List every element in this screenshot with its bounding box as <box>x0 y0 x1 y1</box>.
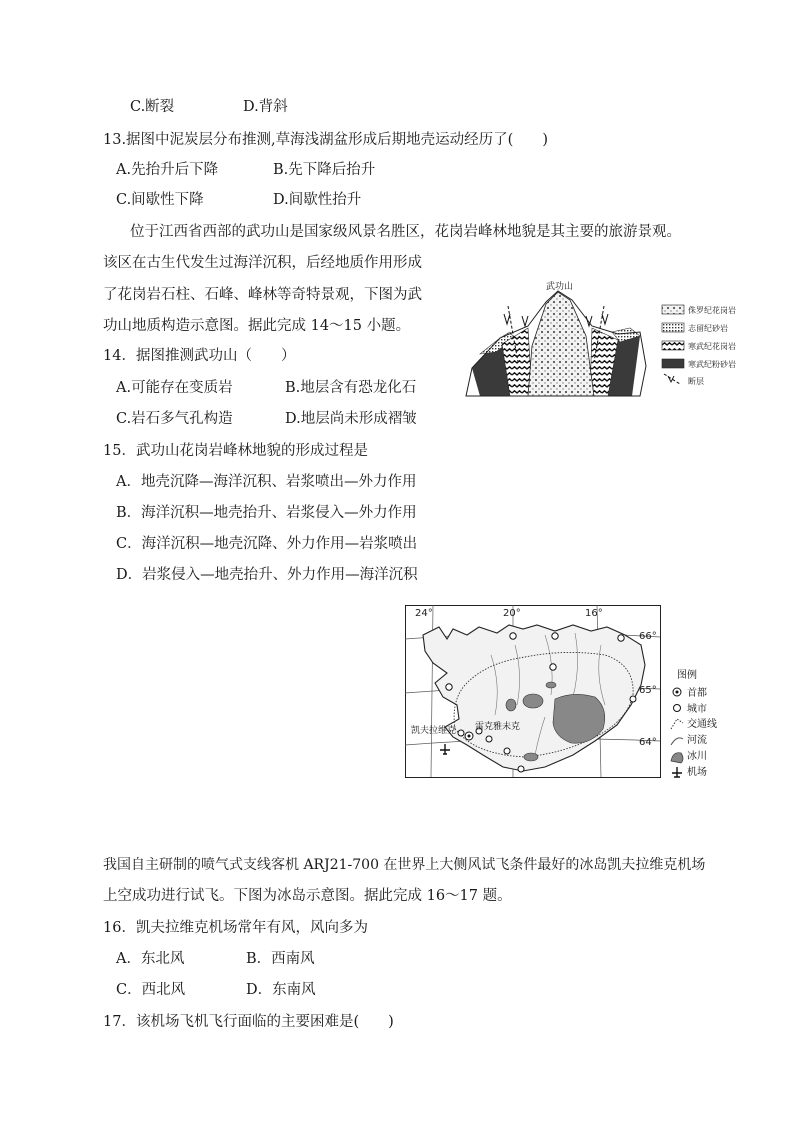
legend-label-city: 城市 <box>687 704 707 715</box>
q13-option-c: C.间歇性下降 <box>116 192 204 208</box>
legend-label-river: 河流 <box>687 735 707 746</box>
legend-label-capital: 首都 <box>687 688 707 699</box>
legend-label-cambrian-siltstone: 寒武纪粉砂岩 <box>688 360 736 369</box>
q14-option-a: A.可能存在变质岩 <box>116 380 233 396</box>
passage-wugong-line3: 了花岗岩石柱、石峰、峰林等奇特景观，下图为武 <box>103 287 422 303</box>
glacier-icon <box>671 753 683 763</box>
legend-label-jurassic-granite: 侏罗纪花岗岩 <box>688 306 736 315</box>
q16-option-a: A．东北风 <box>116 951 185 967</box>
q14-option-d: D.地层尚未形成褶皱 <box>285 411 417 427</box>
passage-wugong-line2: 该区在古生代发生过海洋沉积，后经地质作用形成 <box>103 255 422 271</box>
legend-label-fault: 断层 <box>688 377 704 386</box>
label-reykjavik: 雷克雅未克 <box>475 722 521 732</box>
q15-option-d: D．岩浆侵入—地壳抬升、外力作用—海洋沉积 <box>116 567 418 583</box>
q14-option-b: B.地层含有恐龙化石 <box>285 380 417 396</box>
q15-stem: 15．武功山花岗岩峰林地貌的形成过程是 <box>103 443 368 459</box>
q14-stem: 14．据图推测武功山（ ） <box>103 348 296 364</box>
q12-option-d: D.背斜 <box>243 99 288 115</box>
q16-option-c: C．西北风 <box>116 982 186 998</box>
q17-stem: 17．该机场飞机飞行面临的主要困难是( ) <box>103 1014 394 1030</box>
iceland-map-figure <box>405 605 725 780</box>
q13-option-d: D.间歇性抬升 <box>273 192 362 208</box>
legend-label-transport: 交通线 <box>687 719 717 730</box>
lon-label-16: 16° <box>585 608 603 619</box>
label-keflavik: 凯夫拉维克 <box>411 726 457 736</box>
granite-jurassic-icon <box>662 305 684 314</box>
passage-iceland-line2: 上空成功进行试飞。下图为冰岛示意图。据此完成 16～17 题。 <box>103 888 512 904</box>
map-legend <box>671 668 717 778</box>
legend-label-glacier: 冰川 <box>687 751 707 762</box>
q16-stem: 16．凯夫拉维克机场常年有风，风向多为 <box>103 920 368 936</box>
lat-label-64: 64° <box>639 737 657 748</box>
reykjavik-capital <box>465 732 473 740</box>
lat-label-66: 66° <box>639 631 657 642</box>
passage-wugong-line1: 位于江西省西部的武功山是国家级风景名胜区，花岗岩峰林地貌是其主要的旅游景观。 <box>130 224 681 240</box>
wugong-geology-figure <box>462 276 792 400</box>
mountain-label: 武功山 <box>546 282 574 292</box>
passage-iceland-line1: 我国自主研制的喷气式支线客机 ARJ21-700 在世界上大侧风试飞条件最好的冰岛凯夫拉维克机场 <box>103 857 706 873</box>
capital-icon <box>673 688 681 696</box>
city-icon <box>674 705 681 712</box>
q15-option-a: A．地壳沉降—海洋沉积、岩浆喷出—外力作用 <box>116 474 417 490</box>
lon-label-20: 20° <box>503 608 521 619</box>
transport-line-icon <box>671 719 683 729</box>
q13-option-a: A.先抬升后下降 <box>116 162 219 178</box>
siltstone-cambrian-icon <box>662 359 684 368</box>
river-icon <box>671 738 683 745</box>
legend-label-cambrian-granite: 寒武纪花岗岩 <box>688 342 736 351</box>
granite-peak <box>528 292 594 396</box>
q16-option-d: D．东南风 <box>246 982 316 998</box>
legend-label-airport: 机场 <box>687 767 707 778</box>
q12-option-c: C.断裂 <box>130 99 175 115</box>
q13-stem: 13.据图中泥炭层分布推测,草海浅湖盆形成后期地壳运动经历了( ) <box>103 132 548 148</box>
lat-label-65: 65° <box>639 685 657 696</box>
geology-legend <box>662 305 736 386</box>
lon-label-24: 24° <box>415 608 433 619</box>
q16-option-b: B．西南风 <box>246 951 315 967</box>
q14-option-c: C.岩石多气孔构造 <box>116 411 233 427</box>
legend-label-silurian-sandstone: 志留纪砂岩 <box>688 324 728 333</box>
airport-icon <box>672 767 682 777</box>
sandstone-silurian-icon <box>662 323 684 332</box>
q13-option-b: B.先下降后抬升 <box>273 162 376 178</box>
q15-option-b: B．海洋沉积—地壳抬升、岩浆侵入—外力作用 <box>116 505 417 521</box>
granite-cambrian-icon <box>662 341 684 350</box>
passage-wugong-line4: 功山地质构造示意图。据此完成 14～15 小题。 <box>103 318 411 334</box>
fault-icon <box>664 374 680 384</box>
q15-option-c: C．海洋沉积—地壳沉降、外力作用—岩浆喷出 <box>116 536 418 552</box>
legend-title: 图例 <box>677 670 697 681</box>
